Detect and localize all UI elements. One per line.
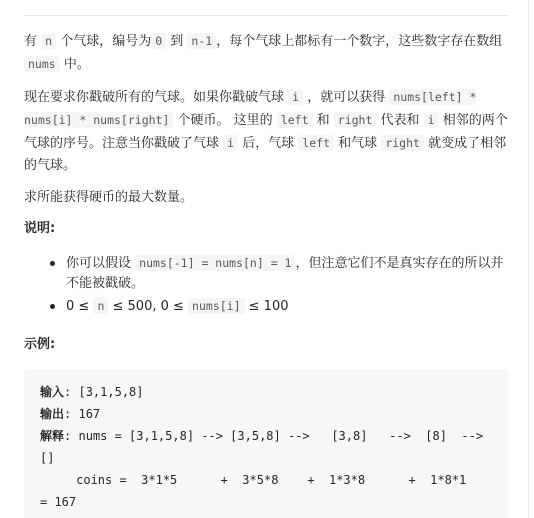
inline-code: 0 [151,33,166,49]
top-divider [24,15,508,16]
inline-code: nums [24,56,60,72]
rule-text: 代表和 [376,113,424,128]
rule-paragraph [24,86,508,177]
explain-value: : nums = [3,1,5,8] --> [3,5,8] --> [3,8] --> [8] --> [] coins = 3*1*5 + 3*5*8 + 1*3*8 + 1*8*1 = 167 [40,429,484,509]
rule-text: ，就可以获得 [303,90,390,105]
output-value: : 167 [64,407,101,421]
problem-description [24,30,508,518]
inline-code: n-1 [187,33,216,49]
rule-text: 就变成了相邻的气球。 [24,136,507,173]
inline-code: n [93,298,108,314]
note-text: 你可以假设 [66,256,136,271]
notes-list [50,253,508,317]
rule-text: 个硬币。 这里的 [173,113,277,128]
note-text: ≤ 500, 0 ≤ [108,299,189,314]
note-text: ，但注意它们不是真实存在的所以并不能被戳破。 [66,256,504,291]
intro-text: 有 [24,34,42,49]
notes-heading: 说明: [24,221,56,236]
output-label: 输出 [40,407,65,421]
input-value: : [3,1,5,8] [64,385,144,399]
inline-code: i [424,112,439,128]
rule-text: 现在要求你戳破所有的气球。如果你戳破气球 [24,90,289,105]
inline-code: i [223,135,238,151]
inline-code: n [41,33,56,49]
inline-code: left [298,135,334,151]
inline-code: right [381,135,424,151]
note-text: ≤ 100 [244,299,289,314]
bullet-icon [50,261,55,266]
intro-paragraph [24,30,508,76]
bullet-icon [50,304,55,309]
intro-text: ，每个气球上都标有一个数字，这些数字存在数组 [216,34,503,49]
rule-text: 相邻的两个气球的序号。注意当你戳破了气球 [24,113,508,151]
intro-text: 到 [166,34,188,49]
goal-paragraph: 求所能获得硬币的最大数量。 [24,190,194,205]
example-code-block [24,369,508,518]
inline-code: left [277,112,313,128]
right-divider [528,0,529,518]
list-item [50,296,508,317]
rule-text: 后，气球 [238,136,299,151]
inline-code: i [288,89,303,105]
inline-code: nums[-1] = nums[n] = 1 [135,255,295,271]
rule-text: 和气球 [334,136,382,151]
intro-text: 中。 [59,57,90,72]
inline-code: nums[left] * nums[i] * nums[right] [24,90,477,127]
note-text: 0 ≤ [66,299,94,314]
list-item [50,253,508,294]
inline-code: right [334,112,377,128]
rule-text: 和 [312,113,334,128]
explain-label: 解释 [40,429,65,443]
inline-code: nums[i] [188,298,244,314]
intro-text: 个气球，编号为 [56,34,152,49]
example-heading: 示例: [24,337,56,352]
input-label: 输入 [40,385,65,399]
